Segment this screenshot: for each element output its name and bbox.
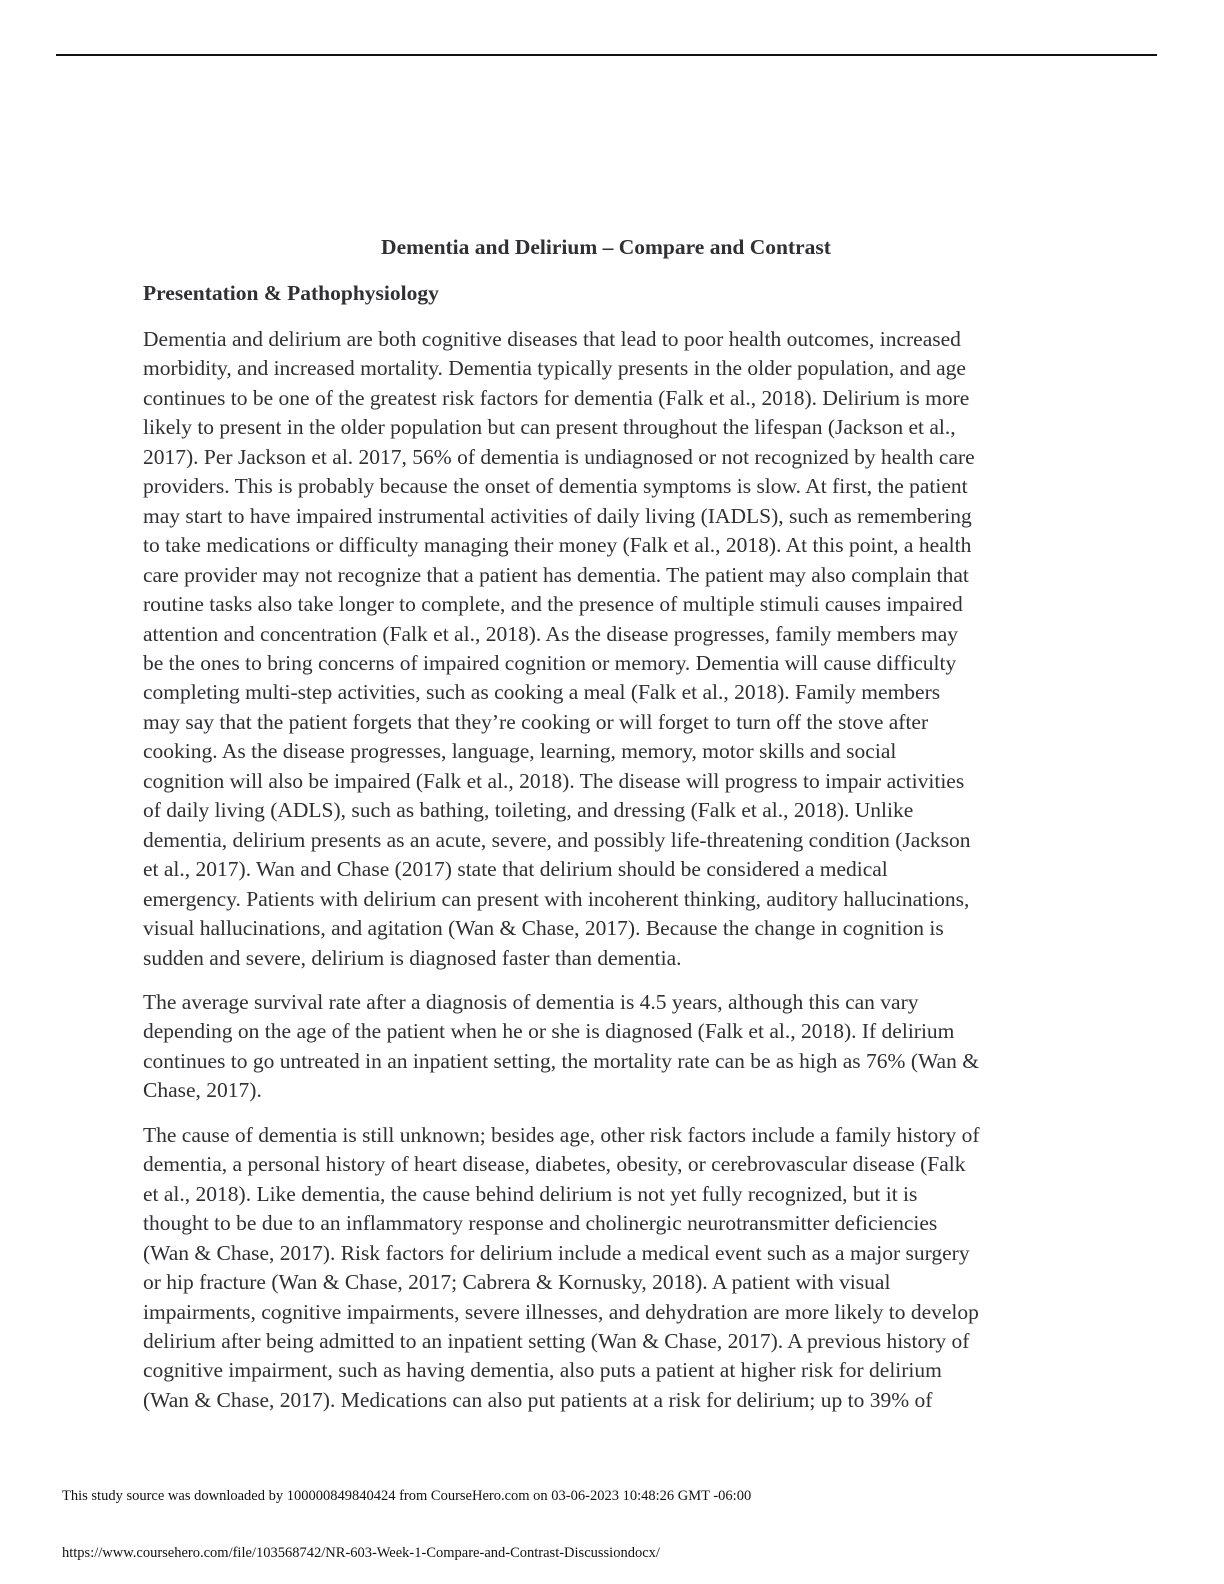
text-line: cooking. As the disease progresses, language, learning, memory, motor skills and social [143, 739, 897, 764]
text-line: visual hallucinations, and agitation (Wan & Chase, 2017). Because the change in cognition is [143, 916, 944, 941]
text-line: et al., 2018). Like dementia, the cause behind delirium is not yet fully recognized, but it is [143, 1181, 918, 1206]
text-line: depending on the age of the patient when he or she is diagnosed (Falk et al., 2018). If delirium [143, 1019, 955, 1044]
text-line: care provider may not recognize that a patient has dementia. The patient may also complain that [143, 562, 969, 587]
text-line: (Wan & Chase, 2017). Risk factors for delirium include a medical event such as a major surgery [143, 1240, 970, 1265]
text-line: cognitive impairment, such as having dementia, also puts a patient at higher risk for delirium [143, 1358, 942, 1383]
section-heading: Presentation & Pathophysiology [143, 281, 439, 305]
text-line: cognition will also be impaired (Falk et al., 2018). The disease will progress to impair activities [143, 768, 965, 793]
text-line: dementia, delirium presents as an acute, severe, and possibly life-threatening condition (Jackson [143, 827, 971, 852]
text-line: attention and concentration (Falk et al., 2018). As the disease progresses, family members may [143, 621, 958, 646]
text-line: sudden and severe, delirium is diagnosed faster than dementia. [143, 945, 682, 970]
text-line: continues to go untreated in an inpatient setting, the mortality rate can be as high as 76% (Wan & [143, 1048, 979, 1073]
text-line: providers. This is probably because the onset of dementia symptoms is slow. At first, the patient [143, 474, 968, 499]
body-paragraph [143, 1121, 1083, 1416]
text-line: likely to present in the older population but can present throughout the lifespan (Jackson et al., [143, 415, 956, 440]
text-line: et al., 2017). Wan and Chase (2017) state that delirium should be considered a medical [143, 857, 888, 882]
text-line: 2017). Per Jackson et al. 2017, 56% of dementia is undiagnosed or not recognized by health care [143, 444, 975, 469]
text-line: impairments, cognitive impairments, severe illnesses, and dehydration are more likely to develop [143, 1299, 979, 1324]
document-title: Dementia and Delirium – Compare and Contrast [381, 235, 831, 259]
text-line: Chase, 2017). [143, 1078, 262, 1103]
download-notice: This study source was downloaded by 100000849840424 from CourseHero.com on 03-06-2023 10:48:26 GMT -06:00 [62, 1488, 752, 1504]
text-line: delirium after being admitted to an inpatient setting (Wan & Chase, 2017). A previous history of [143, 1328, 970, 1353]
text-line: dementia, a personal history of heart disease, diabetes, obesity, or cerebrovascular disease (Falk [143, 1152, 966, 1177]
text-line: may say that the patient forgets that they’re cooking or will forget to turn off the stove after [143, 709, 929, 734]
body-paragraph [143, 325, 1083, 973]
document-body [143, 325, 1083, 1430]
text-line: thought to be due to an inflammatory response and cholinergic neurotransmitter deficiencies [143, 1211, 938, 1236]
text-line: to take medications or difficulty managing their money (Falk et al., 2018). At this point, a health [143, 533, 972, 558]
text-line: morbidity, and increased mortality. Dementia typically presents in the older population, and age [143, 356, 966, 381]
text-line: completing multi-step activities, such as cooking a meal (Falk et al., 2018). Family members [143, 680, 941, 705]
text-line: or hip fracture (Wan & Chase, 2017; Cabrera & Kornusky, 2018). A patient with visual [143, 1270, 891, 1295]
text-line: of daily living (ADLS), such as bathing, toileting, and dressing (Falk et al., 2018). Unlike [143, 798, 914, 823]
text-line: continues to be one of the greatest risk factors for dementia (Falk et al., 2018). Delirium is more [143, 385, 970, 410]
text-line: routine tasks also take longer to complete, and the presence of multiple stimuli causes impaired [143, 592, 963, 617]
text-line: be the ones to bring concerns of impaired cognition or memory. Dementia will cause difficulty [143, 650, 957, 675]
text-line: (Wan & Chase, 2017). Medications can also put patients at a risk for delirium; up to 39% of [143, 1387, 933, 1412]
source-url: https://www.coursehero.com/file/103568742/NR-603-Week-1-Compare-and-Contrast-Discussiondocx/ [62, 1545, 660, 1561]
text-line: emergency. Patients with delirium can present with incoherent thinking, auditory hallucinations, [143, 886, 970, 911]
header-rule [56, 54, 1157, 56]
text-line: may start to have impaired instrumental activities of daily living (IADLS), such as remembering [143, 503, 972, 528]
text-line: The average survival rate after a diagnosis of dementia is 4.5 years, although this can vary [143, 989, 919, 1014]
body-paragraph [143, 988, 1083, 1106]
text-line: The cause of dementia is still unknown; besides age, other risk factors include a family history of [143, 1122, 980, 1147]
text-line: Dementia and delirium are both cognitive diseases that lead to poor health outcomes, increased [143, 327, 961, 351]
